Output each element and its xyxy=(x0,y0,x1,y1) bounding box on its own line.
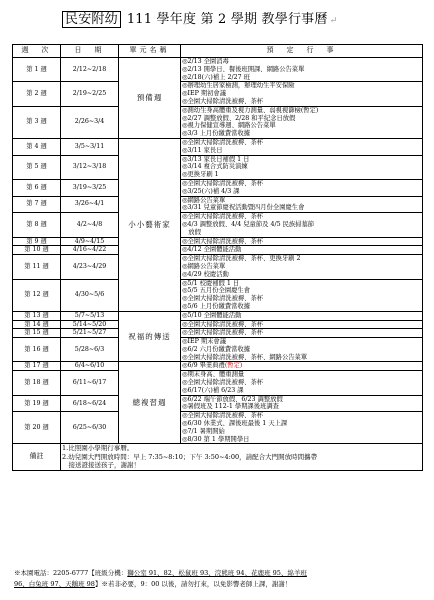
date-cell: 5/14~5/20 xyxy=(61,320,119,329)
notes-row xyxy=(13,444,423,471)
unit-cell: 祝福的傳送 xyxy=(119,311,181,362)
date-cell: 6/25~6/30 xyxy=(61,412,119,444)
date-cell: 6/11~6/17 xyxy=(61,371,119,395)
events-cell xyxy=(181,371,423,395)
events-cell xyxy=(181,412,423,444)
date-cell: 4/16~4/22 xyxy=(61,246,119,255)
events-cell xyxy=(181,362,423,371)
event-item: ◎期末身高、體重測量 xyxy=(182,371,245,379)
event-item: ◎3/13 家長日補假 1 日 xyxy=(182,155,250,163)
event-item: ◎全園大掃除清洗被褥、茶杯 xyxy=(182,179,264,187)
table-row xyxy=(13,395,423,412)
date-cell: 4/2~4/8 xyxy=(61,213,119,237)
event-item: ◎IEP 期末會議 xyxy=(182,338,227,346)
event-item: ◎3/31 兒童節慶祝活動暨四月份全園慶生會 xyxy=(182,204,305,212)
week-cell: 第 10 週 xyxy=(13,246,61,255)
event-item: ◎全園大掃除清洗被褥、茶杯 xyxy=(182,379,264,387)
event-item: ◎IEP 期初會議 xyxy=(182,90,227,98)
table-row xyxy=(13,311,423,320)
events-cell xyxy=(181,329,423,338)
event-item: ◎4/3 調整放假、4/4 兒童節及 4/5 民族掃墓節 xyxy=(182,220,315,228)
table-row xyxy=(13,255,423,279)
week-cell: 第 20 週 xyxy=(13,412,61,444)
table-header-row xyxy=(13,45,423,58)
header-week: 週 次 xyxy=(13,45,61,58)
week-cell: 第 5 週 xyxy=(13,155,61,179)
events-cell xyxy=(181,395,423,412)
calendar-title-text: 111 學年度 第 2 學期 教學行事曆 xyxy=(126,12,328,27)
events-cell xyxy=(181,179,423,196)
table-row xyxy=(13,213,423,237)
table-row xyxy=(13,179,423,196)
event-item: ◎全園大掃除清洗被褥、茶杯 xyxy=(182,412,264,420)
event-item: ◎網路公告菜單 xyxy=(182,196,226,204)
unit-cell: 小小藝術家 xyxy=(119,138,181,311)
footer-extensions-cont: 96、白兔班 97、天鵝班 98 xyxy=(14,580,95,588)
week-cell: 第 1 週 xyxy=(13,58,61,82)
week-cell: 第 3 週 xyxy=(13,106,61,138)
table-row xyxy=(13,138,423,155)
calendar-title xyxy=(62,8,337,27)
event-item: ◎全園大掃除清洗被褥、茶杯 xyxy=(182,138,264,146)
unit-cell: 預備週 xyxy=(119,58,181,139)
events-cell xyxy=(181,138,423,155)
event-item: ◎全園大掃除清洗被褥、茶杯 xyxy=(182,237,264,245)
table-row xyxy=(13,82,423,106)
event-item: ◎更換牙刷 1 xyxy=(182,171,219,179)
event-item: ◎3/25(六)補 4/3 課 xyxy=(182,187,240,195)
event-item: ◎4/29 校慶活動 xyxy=(182,270,229,278)
event-item: ◎6/22 端午節放假、6/23 調整放假 xyxy=(182,395,283,403)
week-cell: 第 14 週 xyxy=(13,320,61,329)
events-cell xyxy=(181,82,423,106)
week-cell: 第 8 週 xyxy=(13,213,61,237)
week-cell: 第 13 週 xyxy=(13,311,61,320)
event-item: ◎6/2 六月份繳費當收據 xyxy=(182,345,251,353)
footer-line-2 xyxy=(14,579,424,590)
event-item: ◎6/17(六)補 6/23 課 xyxy=(182,386,244,394)
table-row xyxy=(13,155,423,179)
week-cell: 第 4 週 xyxy=(13,138,61,155)
event-item: ◎全園大掃除清洗被褥、茶杯 xyxy=(182,329,264,337)
week-cell: 第 7 週 xyxy=(13,196,61,213)
notes-content xyxy=(61,444,423,471)
footer-note: 】※若非必要，9：00 以後，請勿打來，以免影響老師上課，謝謝！ xyxy=(94,580,292,588)
table-row xyxy=(13,338,423,362)
event-item: ◎5/1 校慶補假 1 日 xyxy=(182,279,240,287)
table-row xyxy=(13,246,423,255)
date-cell: 4/9~4/15 xyxy=(61,237,119,246)
events-cell xyxy=(181,311,423,320)
event-item: ◎5/5 五月份全園慶生會 xyxy=(182,287,251,295)
event-item: ◎5/6 上月份繳費當收據 xyxy=(182,302,251,310)
event-item: ◎2/13 全園消毒 xyxy=(182,58,229,65)
events-cell xyxy=(181,237,423,246)
event-item: ◎3/11 家長日 xyxy=(182,146,223,154)
week-cell: 第 18 週 xyxy=(13,371,61,395)
events-cell xyxy=(181,155,423,179)
footer-line-1 xyxy=(14,568,424,579)
date-cell: 2/19~2/25 xyxy=(61,82,119,106)
date-cell: 2/12~2/18 xyxy=(61,58,119,82)
event-item: ◎2/18(六)補上 2/27 班 xyxy=(182,73,250,81)
table-row xyxy=(13,237,423,246)
notes-label: 備註 xyxy=(13,444,61,471)
event-item: ◎3/3 上月份繳費當收據 xyxy=(182,130,251,138)
event-item: ◎全園大掃除清洗被褥、茶杯 xyxy=(182,97,264,105)
week-cell: 第 12 週 xyxy=(13,279,61,311)
week-cell: 第 2 週 xyxy=(13,82,61,106)
event-item: ◎7/1 暑期開始 xyxy=(182,427,225,435)
event-item: 放假 xyxy=(182,228,201,236)
event-item: ◎6/30 休業式、課後班最後 1 天上課 xyxy=(182,420,288,428)
table-row xyxy=(13,279,423,311)
events-cell xyxy=(181,196,423,213)
event-item: ◎4/12 全園體能活動 xyxy=(182,246,242,254)
event-item: ◎全園大掃除清洗被褥、茶杯 xyxy=(182,213,264,221)
date-cell: 3/5~3/11 xyxy=(61,138,119,155)
events-cell xyxy=(181,213,423,237)
event-item: ◎全園大掃除清洗被褥、茶杯 xyxy=(182,295,264,303)
note-line: 1.比照園小學期行事曆。 xyxy=(62,444,134,453)
table-row xyxy=(13,58,423,82)
event-item: ◎暑假班及 112-1 學期課後班調查 xyxy=(182,403,279,411)
date-cell: 6/18~6/24 xyxy=(61,395,119,412)
paragraph-mark-icon: ↵ xyxy=(329,16,338,26)
events-cell xyxy=(181,58,423,82)
event-item: ◎辦理幼生居家檢測，辦理幼生平安保險 xyxy=(182,82,295,90)
header-unit: 單元名稱 xyxy=(119,45,181,58)
date-cell: 3/12~3/18 xyxy=(61,155,119,179)
note-line: 接送證接送孩子，謝謝！ xyxy=(62,461,140,470)
events-cell xyxy=(181,106,423,138)
date-cell: 2/26~3/4 xyxy=(61,106,119,138)
table-row xyxy=(13,329,423,338)
event-item: ◎視力保健宣導週、網路公告菜單 xyxy=(182,122,276,130)
footer-contact xyxy=(14,568,424,590)
event-item: ◎全園大掃除清洗被褥、茶杯 xyxy=(182,320,264,328)
event-item: ◎8/30 第 1 學期開學日 xyxy=(182,435,250,443)
date-cell: 5/28~6/3 xyxy=(61,338,119,362)
calendar-table xyxy=(12,44,423,471)
date-cell: 3/19~3/25 xyxy=(61,179,119,196)
events-cell xyxy=(181,320,423,329)
event-item: ◎全園大掃除清洗被褥、茶杯、更換牙刷 2 xyxy=(182,255,301,263)
week-cell: 第 11 週 xyxy=(13,255,61,279)
events-cell xyxy=(181,279,423,311)
date-cell: 3/26~4/1 xyxy=(61,196,119,213)
events-cell xyxy=(181,246,423,255)
header-events: 預 定 行 事 xyxy=(181,45,423,58)
week-cell: 第 16 週 xyxy=(13,338,61,362)
unit-cell: 總複習週 xyxy=(119,362,181,444)
table-row xyxy=(13,106,423,138)
table-row xyxy=(13,371,423,395)
footer-extensions: 獅公室 91、82、松鼠班 93、浣熊班 94、花鹿班 95、綿羊班 xyxy=(127,569,307,577)
table-row xyxy=(13,412,423,444)
footer-phone: ※本園電話：2205-6777【班級分機： xyxy=(14,569,128,577)
week-cell: 第 15 週 xyxy=(13,329,61,338)
date-cell: 6/4~6/10 xyxy=(61,362,119,371)
event-item: ◎3/14 複合式防災演練 xyxy=(182,163,248,171)
event-item: ◎2/27 調整放假、2/28 和平紀念日放假 xyxy=(182,114,296,122)
events-cell xyxy=(181,255,423,279)
events-cell xyxy=(181,338,423,362)
date-cell: 5/21~5/27 xyxy=(61,329,119,338)
table-row xyxy=(13,362,423,371)
table-row xyxy=(13,320,423,329)
event-item: ◎5/10 全園體能活動 xyxy=(182,311,242,319)
date-cell: 4/30~5/6 xyxy=(61,279,119,311)
header-date: 日 期 xyxy=(61,45,119,58)
event-item: ◎2/13 開學日、餐後班開課、網路公告菜單 xyxy=(182,65,305,73)
event-item: ◎6/9 畢業典禮(暫定) xyxy=(182,362,243,370)
event-item: ◎測幼生身高體重及視力測量、弱視視篩檢(暫定) xyxy=(182,106,319,114)
week-cell: 第 9 週 xyxy=(13,237,61,246)
date-cell: 5/7~5/13 xyxy=(61,311,119,320)
event-item: ◎全園大掃除清洗被褥、茶杯、網路公告菜單 xyxy=(182,353,308,361)
date-cell: 4/23~4/29 xyxy=(61,255,119,279)
week-cell: 第 17 週 xyxy=(13,362,61,371)
event-item: ◎網路公告菜單 xyxy=(182,262,226,270)
school-name: 民安附幼 xyxy=(62,11,121,28)
week-cell: 第 6 週 xyxy=(13,179,61,196)
calendar-body xyxy=(13,58,423,471)
week-cell: 第 19 週 xyxy=(13,395,61,412)
table-row xyxy=(13,196,423,213)
note-line: 2.幼兒園大門開放時間：早上 7:35~8:10；下午 3:50~4:00，請配合大門開放時間攜帶 xyxy=(62,452,318,461)
